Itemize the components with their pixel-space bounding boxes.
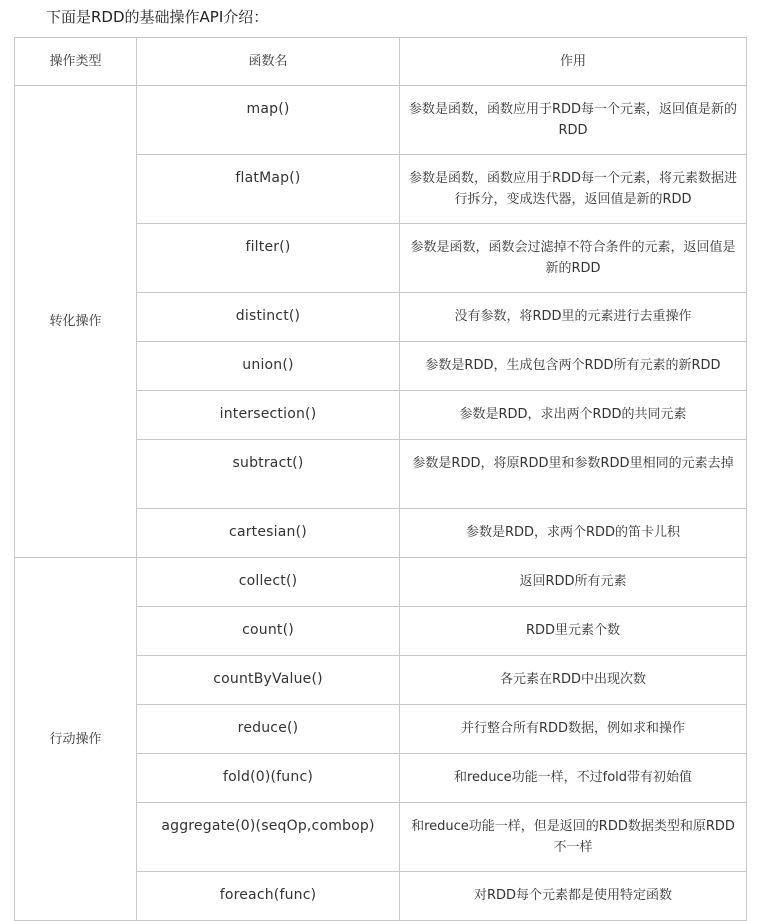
intro-text: 下面是RDD的基础操作API介绍： [46, 8, 269, 26]
function-name: cartesian() [137, 509, 400, 558]
table-row [15, 86, 747, 155]
function-name: subtract() [137, 440, 400, 509]
function-name: union() [137, 342, 400, 391]
header-operation-type: 操作类型 [15, 38, 137, 86]
function-name: intersection() [137, 391, 400, 440]
function-name: foreach(func) [137, 872, 400, 921]
function-name: count() [137, 607, 400, 656]
header-function-name: 函数名 [137, 38, 400, 86]
function-name: filter() [137, 224, 400, 293]
rdd-api-table [14, 37, 747, 921]
table-row [15, 558, 747, 607]
function-name: flatMap() [137, 155, 400, 224]
function-description: 参数是RDD，生成包含两个RDD所有元素的新RDD [400, 342, 747, 391]
header-purpose: 作用 [400, 38, 747, 86]
table-header-row [15, 38, 747, 86]
function-description: 参数是RDD，将原RDD里和参数RDD里相同的元素去掉 [400, 440, 747, 509]
function-name: aggregate(0)(seqOp,combop) [137, 803, 400, 872]
function-description: 参数是函数，函数会过滤掉不符合条件的元素，返回值是新的RDD [400, 224, 747, 293]
function-name: countByValue() [137, 656, 400, 705]
function-description: 和reduce功能一样，不过fold带有初始值 [400, 754, 747, 803]
function-description: 参数是RDD，求出两个RDD的共同元素 [400, 391, 747, 440]
function-name: fold(0)(func) [137, 754, 400, 803]
function-description: RDD里元素个数 [400, 607, 747, 656]
function-description: 没有参数，将RDD里的元素进行去重操作 [400, 293, 747, 342]
function-description: 和reduce功能一样，但是返回的RDD数据类型和原RDD不一样 [400, 803, 747, 872]
function-description: 参数是RDD，求两个RDD的笛卡儿积 [400, 509, 747, 558]
function-description: 参数是函数，函数应用于RDD每一个元素，将元素数据进行拆分，变成迭代器，返回值是新的RDD [400, 155, 747, 224]
function-name: collect() [137, 558, 400, 607]
operation-type-transform: 转化操作 [15, 86, 137, 558]
function-name: distinct() [137, 293, 400, 342]
function-description: 对RDD每个元素都是使用特定函数 [400, 872, 747, 921]
function-description: 并行整合所有RDD数据，例如求和操作 [400, 705, 747, 754]
operation-type-action: 行动操作 [15, 558, 137, 921]
function-description: 参数是函数，函数应用于RDD每一个元素，返回值是新的RDD [400, 86, 747, 155]
function-name: map() [137, 86, 400, 155]
function-description: 返回RDD所有元素 [400, 558, 747, 607]
function-description: 各元素在RDD中出现次数 [400, 656, 747, 705]
function-name: reduce() [137, 705, 400, 754]
